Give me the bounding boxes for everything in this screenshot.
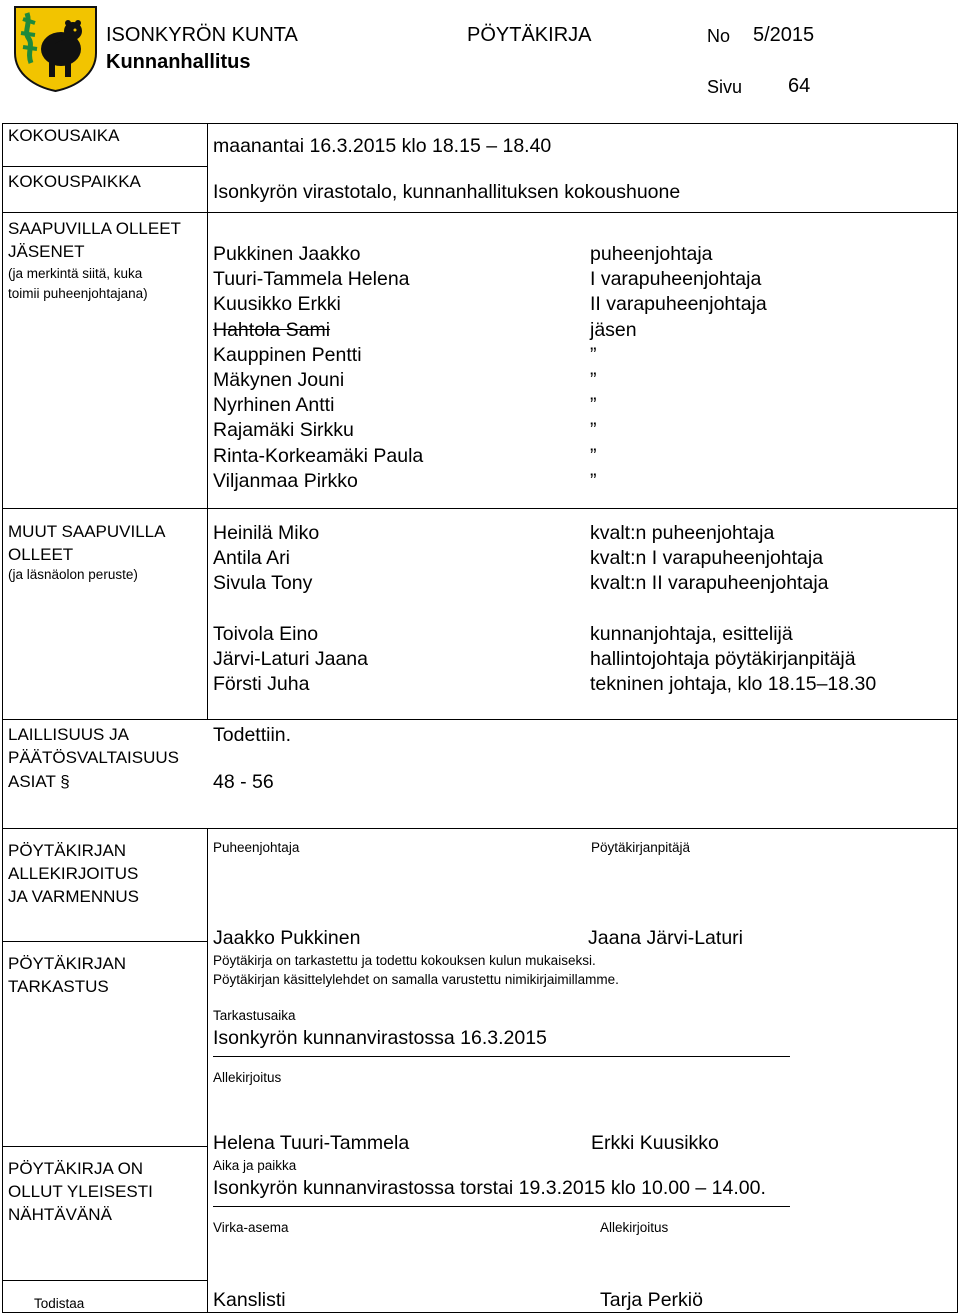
public-time-value: Isonkyrön kunnanvirastossa torstai 19.3.2015 klo 10.00 – 14.00. bbox=[213, 1177, 766, 1199]
table-right-border bbox=[957, 123, 958, 1312]
members-label: SAAPUVILLA OLLEET bbox=[8, 219, 181, 238]
others-group1-names bbox=[213, 521, 319, 597]
member-role: ” bbox=[590, 369, 597, 392]
member-role: ” bbox=[590, 394, 597, 417]
others-label: MUUT SAAPUVILLA bbox=[8, 522, 166, 541]
member-name: Viljanmaa Pirkko bbox=[213, 469, 358, 492]
member-role: ” bbox=[590, 444, 597, 467]
other-attendee-name: Heinilä Miko bbox=[213, 522, 320, 544]
others-label-2: OLLEET bbox=[8, 545, 74, 564]
table-left-border bbox=[2, 123, 3, 1312]
member-role: I varapuheenjohtaja bbox=[590, 268, 762, 291]
table-bottom-border bbox=[2, 1312, 958, 1313]
legality-label: LAILLISUUS JA bbox=[8, 725, 129, 744]
members-note: (ja merkintä siitä, kuka bbox=[8, 266, 143, 281]
other-attendee-role: kvalt:n puheenjohtaja bbox=[590, 522, 775, 544]
column-divider bbox=[207, 212, 208, 509]
other-attendee-role: kvalt:n II varapuheenjohtaja bbox=[590, 572, 829, 595]
row-divider bbox=[2, 1146, 207, 1147]
member-name: Rinta-Korkeamäki Paula bbox=[213, 444, 424, 467]
bear-crest-icon bbox=[13, 5, 98, 93]
meeting-place-label: KOKOUSPAIKKA bbox=[8, 172, 141, 191]
member-name: Mäkynen Jouni bbox=[213, 369, 345, 392]
member-role: puheenjohtaja bbox=[590, 243, 713, 265]
meeting-time-label: KOKOUSAIKA bbox=[8, 126, 120, 145]
other-attendee-name: Toivola Eino bbox=[213, 623, 319, 645]
reviewer-2-name: Erkki Kuusikko bbox=[591, 1132, 719, 1154]
certify-label: Todistaa bbox=[34, 1296, 85, 1311]
position-caption: Virka-asema bbox=[213, 1220, 289, 1235]
page-label: Sivu bbox=[707, 77, 743, 97]
public-label-3: NÄHTÄVÄNÄ bbox=[8, 1205, 112, 1224]
meeting-place-value: Isonkyrön virastotalo, kunnanhallituksen kokoushuone bbox=[213, 181, 681, 203]
review-statement: Pöytäkirja on tarkastettu ja todettu kokouksen kulun mukaiseksi. bbox=[213, 953, 596, 968]
review-time-value: Isonkyrön kunnanvirastossa 16.3.2015 bbox=[213, 1027, 547, 1049]
other-attendee-role: kvalt:n I varapuheenjohtaja bbox=[590, 547, 824, 570]
row-divider bbox=[2, 941, 207, 942]
row-divider bbox=[2, 166, 207, 167]
members-note-2: toimii puheenjohtajana) bbox=[8, 286, 148, 301]
column-divider bbox=[207, 123, 208, 213]
items-value: 48 - 56 bbox=[213, 771, 274, 793]
other-attendee-role: hallintojohtaja pöytäkirjanpitäjä bbox=[590, 648, 856, 671]
member-name: Kauppinen Pentti bbox=[213, 343, 362, 366]
number-value: 5/2015 bbox=[753, 24, 815, 46]
public-time-caption: Aika ja paikka bbox=[213, 1158, 297, 1173]
chair-caption: Puheenjohtaja bbox=[213, 840, 300, 855]
member-name: Kuusikko Erkki bbox=[213, 293, 341, 316]
review-label-2: TARKASTUS bbox=[8, 977, 109, 996]
row-divider bbox=[2, 508, 958, 509]
other-attendee-role: kunnanjohtaja, esittelijä bbox=[590, 623, 793, 645]
table-top-border bbox=[2, 123, 958, 124]
review-label: PÖYTÄKIRJAN bbox=[8, 954, 127, 973]
other-attendee-role: tekninen johtaja, klo 18.15–18.30 bbox=[590, 673, 877, 696]
member-role: jäsen bbox=[590, 318, 637, 341]
column-divider bbox=[207, 508, 208, 720]
body-name: Kunnanhallitus bbox=[106, 51, 251, 73]
other-attendee-name: Sivula Tony bbox=[213, 572, 313, 595]
legality-label-2: PÄÄTÖSVALTAISUUS bbox=[8, 748, 179, 767]
secretary-signature-name: Jaana Järvi-Laturi bbox=[588, 927, 743, 949]
others-group1-roles bbox=[590, 521, 829, 597]
member-name: Nyrhinen Antti bbox=[213, 394, 335, 417]
row-divider bbox=[2, 828, 958, 829]
member-role: II varapuheenjohtaja bbox=[590, 293, 767, 316]
reviewer-1-name: Helena Tuuri-Tammela bbox=[213, 1132, 410, 1154]
legality-value: Todettiin. bbox=[213, 724, 292, 746]
items-label: ASIAT § bbox=[8, 772, 70, 791]
signature-caption: Allekirjoitus bbox=[600, 1220, 669, 1235]
column-divider bbox=[207, 828, 208, 1313]
position-value: Kanslisti bbox=[213, 1289, 286, 1311]
municipal-crest-logo bbox=[13, 5, 98, 93]
members-label-2: JÄSENET bbox=[8, 242, 85, 261]
chair-signature-name: Jaakko Pukkinen bbox=[213, 927, 361, 949]
page-number: 64 bbox=[788, 75, 811, 97]
member-name: Rajamäki Sirkku bbox=[213, 419, 354, 442]
signer-name: Tarja Perkiö bbox=[600, 1289, 703, 1311]
row-divider bbox=[2, 719, 958, 720]
member-name: Tuuri-Tammela Helena bbox=[213, 268, 410, 291]
secretary-caption: Pöytäkirjanpitäjä bbox=[591, 840, 691, 855]
signing-label: PÖYTÄKIRJAN bbox=[8, 841, 127, 860]
members-name-list bbox=[213, 242, 423, 494]
review-signatures-caption: Allekirjoitus bbox=[213, 1070, 282, 1085]
member-role: ” bbox=[590, 343, 597, 366]
other-attendee-name: Försti Juha bbox=[213, 673, 310, 696]
others-group2-names bbox=[213, 622, 368, 698]
member-role: ” bbox=[590, 419, 597, 442]
public-signature-line bbox=[213, 1206, 790, 1207]
meeting-time-value: maanantai 16.3.2015 klo 18.15 – 18.40 bbox=[213, 135, 552, 157]
municipality-name: ISONKYRÖN KUNTA bbox=[106, 24, 298, 46]
member-role: ” bbox=[590, 469, 597, 492]
other-attendee-name: Antila Ari bbox=[213, 547, 290, 570]
member-name-absent: Hahtola Sami bbox=[213, 318, 331, 341]
members-role-list bbox=[590, 242, 767, 494]
review-statement-2: Pöytäkirjan käsittelylehdet on samalla varustettu nimikirjaimillamme. bbox=[213, 972, 619, 987]
row-divider bbox=[2, 1280, 207, 1281]
signing-label-2: ALLEKIRJOITUS bbox=[8, 864, 139, 883]
review-signature-line bbox=[213, 1056, 790, 1057]
public-label: PÖYTÄKIRJA ON bbox=[8, 1159, 144, 1178]
other-attendee-name: Järvi-Laturi Jaana bbox=[213, 648, 368, 671]
signing-label-3: JA VARMENNUS bbox=[8, 887, 139, 906]
row-divider bbox=[2, 212, 958, 213]
number-label: No bbox=[707, 26, 731, 46]
others-note: (ja läsnäolon peruste) bbox=[8, 567, 138, 582]
review-time-caption: Tarkastusaika bbox=[213, 1008, 296, 1023]
public-label-2: OLLUT YLEISESTI bbox=[8, 1182, 153, 1201]
document-type: PÖYTÄKIRJA bbox=[467, 24, 592, 46]
others-group2-roles bbox=[590, 622, 876, 698]
member-name: Pukkinen Jaakko bbox=[213, 243, 361, 265]
